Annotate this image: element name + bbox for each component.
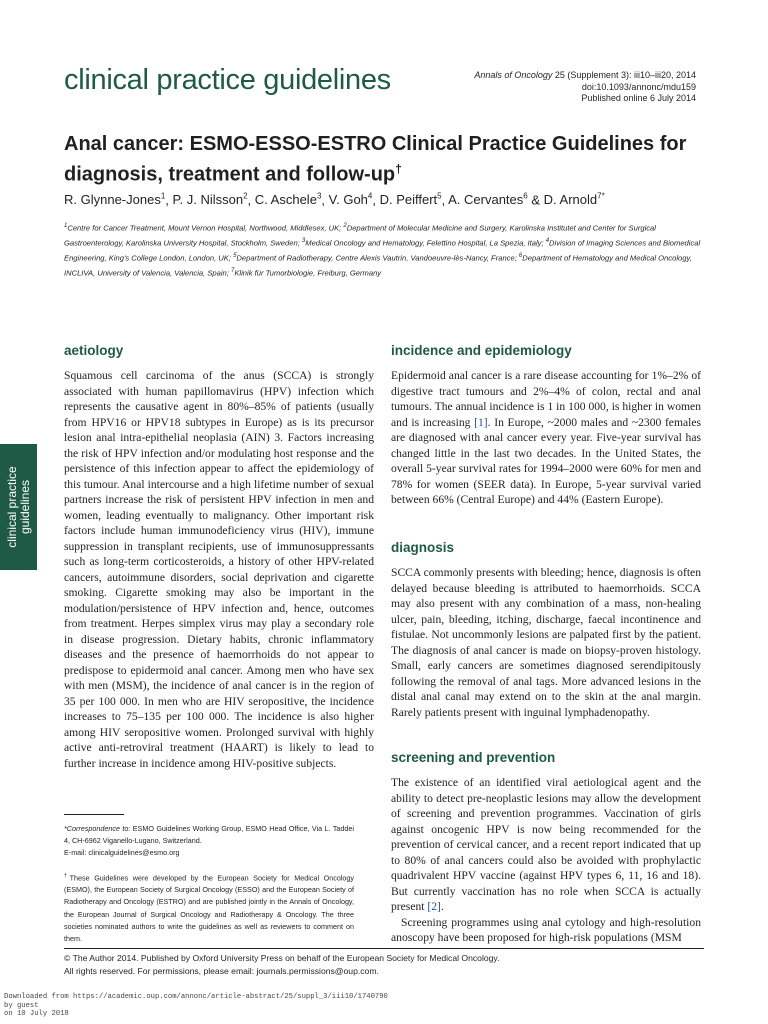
author-name: A. Cervantes [448, 192, 524, 208]
author-name: C. Aschele [254, 192, 317, 208]
author[interactable] [64, 192, 165, 207]
section-heading: incidence and epidemiology [391, 343, 572, 358]
affiliation-mark: 6 [518, 253, 523, 260]
affiliation-text: Centre for Cancer Treatment, Mount Vernon Hospital, Northwood, Middlesex, UK; [67, 223, 344, 233]
author-name: D. Arnold [543, 192, 598, 208]
affiliation-mark: 7 [231, 268, 235, 275]
section-diagnosis [391, 540, 701, 720]
affiliation-text: Department of Hematology and Medical Oncology, INCLIVA, University of Valencia, Valencia, Spain; [64, 253, 692, 278]
section-paragraph: SCCA commonly presents with bleeding; hence, diagnosis is often delayed because bleeding is attributed to haemorrhoids. SCCA may also present with any combination of a mass, non-healing ulcer, pain, bleeding, itching, discharge, faecal incontinence and fistulae. Not uncommonly lesions are palpated first by the patient. The diagnosis of anal cancer is made on biopsy-proven histology. Small, early cancers are sometimes diagnosed serendipitously following the removal of anal tags. More advanced lesions in the distal anal canal may extend on to the skin at the anal margin. Rarely patients present with inguinal lymphadenopathy. [391, 566, 701, 719]
author[interactable] [544, 192, 605, 207]
author[interactable] [329, 192, 373, 207]
paragraph-text: Epidermoid anal cancer is a rare disease accounting for 1%–2% of digestive tract tumours and 2%–4% of colon, rectal and anal tumours. The annual incidence is 1 in 100 000, is higher in women and is increasing [391, 369, 701, 429]
side-tab-line2: guidelines [17, 479, 32, 535]
footnotes [64, 823, 354, 955]
download-by: by guest [4, 1001, 39, 1010]
copyright-line: © The Author 2014. Published by Oxford University Press on behalf of the European Society for Medical Oncology. [64, 953, 500, 963]
affiliation-text: Division of Imaging Sciences and Biomedical Engineering, King's College London, London, UK; [64, 238, 701, 263]
reference-link[interactable]: [1] [474, 415, 488, 429]
author-affiliation-mark: 2 [243, 192, 248, 201]
paragraph-text: The existence of an identified viral aetiological agent and the ability to detect pre-neoplastic lesions may allow the development of screening and prevention programmes. Vaccination of girls against oncogenic HPV is now being recommended for the prevention of cervical cancer, and a recent report indicated that up to 80% of anal cancers could also be avoided with prophylactic quadrivalent HPV vaccine (against HPV types 6, 11, 16 and 18). But currently vaccination has no role when SCCA is actually present [391, 776, 701, 913]
author-separator: , [247, 192, 255, 208]
permissions-line: All rights reserved. For permissions, please email: journals.permissions@oup.com. [64, 966, 379, 976]
author-name: V. Goh [328, 192, 368, 208]
section-screening [391, 750, 701, 946]
journal-info [474, 70, 696, 105]
affiliation-mark: 3 [301, 238, 306, 245]
author-separator: , [165, 192, 173, 208]
copyright [64, 952, 704, 978]
copyright-divider [64, 948, 704, 949]
reference-link[interactable]: [2] [427, 900, 441, 913]
author-affiliation-mark: 6 [523, 192, 528, 201]
author-separator: & [527, 192, 544, 208]
download-date: on 10 July 2018 [4, 1010, 69, 1019]
journal-volume: 25 (Supplement 3): iii10–iii20, 2014 [552, 70, 696, 80]
affiliation-text: Medical Oncology and Hematology, Felettino Hospital, La Spezia, Italy; [305, 238, 546, 248]
author-name: P. J. Nilsson [172, 192, 244, 208]
paragraph-text: . [440, 900, 444, 913]
author-affiliation-mark: 5 [437, 192, 442, 201]
author-name: D. Peiffert [379, 192, 438, 208]
section-paragraph: Squamous cell carcinoma of the anus (SCCA) is strongly associated with human papillomavirus (HPV) infection which represents the causative agent in 80%–85% of patients (usually from HPV16 or HPV18 subtypes in Europe) as is its precursor lesion anal intra-epithelial neoplasia (AIN) 3. Factors increasing the risk of HPV infection and/or modulating host response and the persistence of this infection appear to affect the epidemiology of this tumour. Anal intercourse and a high lifetime number of sexual partners increase the risk of persistent HPV infection in men and women, leading eventually to malignancy. Other important risk factors include human immunodeficiency virus (HIV), immune suppression in transplant recipients, use of immunosuppressants such as long-term corticosteroids, a history of other HPV-related cancers, autoimmune disorders, social deprivation and cigarette smoking. Cigarette smoking may also be important in the modulation/persistence of HPV infection and, hence, outcomes from treatment. Herpes simplex virus may play a secondary role in disease progression. Dietary habits, chronic inflammatory diseases and the presence of haemorrhoids do not appear to predispose to epidermoid anal cancer. Among men who have sex with men (MSM), the incidence of anal cancer is in the region of 35 per 100 000. In men who are HIV seropositive, the incidence increases to 75–135 per 100 000. The incidence is also higher among HIV seropositive women. Prolonged survival with highly active anti-retroviral treatment (HAART) is likely to lead to further increase in incidence among HIV-positive subjects. [64, 369, 374, 770]
side-tab-line1: clinical practice [4, 466, 19, 548]
section-incidence [391, 343, 701, 508]
affiliation-mark: 1 [64, 223, 68, 229]
side-tab [0, 444, 37, 570]
section-heading: screening and prevention [391, 750, 556, 765]
journal-name[interactable]: Annals of Oncology [474, 70, 553, 80]
author-affiliation-mark: 3 [316, 192, 322, 201]
article-title [64, 132, 704, 188]
affiliations [64, 220, 704, 280]
published-date: Published online 6 July 2014 [581, 93, 696, 103]
download-url[interactable]: Downloaded from https://academic.oup.com/annonc/article-abstract/25/suppl_3/iii10/1740790 [4, 993, 388, 1001]
section-paragraph: Screening programmes using anal cytology and high-resolution anoscopy have been proposed for high-risk populations (MSM [391, 915, 701, 944]
author[interactable] [380, 192, 442, 207]
guidelines-note [64, 870, 354, 946]
correspondence-note [64, 823, 354, 860]
paragraph-text: . In Europe, ~2000 males and ~2300 females are diagnosed with anal cancer every year. Five-year survival has changed little in the last two decades. In the United States, the overall 5-year survival rates for 1994–2000 were 60% for men and 78% for women (SEER data). In Europe, 5-year survival varied between 66% (Central Europe) and 44% (Eastern Europe). [391, 415, 702, 506]
guidelines-note-text: These Guidelines were developed by the European Society for Medical Oncology (ESMO), the European Society of Surgical Oncology (ESSO) and the European Society of Radiotherapy and Oncology (ESTRO) and are published jointly in the Annals of Oncology, the European Journal of Surgical Oncology and Radiotherapy & Oncology. The three societies nominated authors to write the guidelines as well as reviewers to comment on them. [64, 873, 354, 944]
affiliation-text: Klinik für Tumorbiologie, Freiburg, Germany [234, 268, 382, 278]
section-heading: aetiology [64, 343, 124, 358]
section-heading: diagnosis [391, 540, 455, 555]
section-aetiology [64, 343, 374, 771]
author-list [64, 192, 724, 207]
author-separator: , [372, 192, 380, 208]
author[interactable] [173, 192, 248, 207]
author-separator: , [321, 192, 329, 208]
correspondence-address: ESMO Guidelines Working Group, ESMO Head Office, Via L. Taddei 4, CH-6962 Viganello-Lugano, Switzerland. [64, 824, 354, 846]
affiliation-text: Department of Molecular Medicine and Surgery, Karolinska Institutet and Center for Surgical Gastroenterology, Karolinska University Hospital, Stockholm, Sweden; [64, 223, 656, 248]
author[interactable] [255, 192, 322, 207]
affiliation-mark: 2 [343, 223, 347, 229]
footnote-divider [64, 814, 124, 815]
download-watermark [4, 993, 388, 1019]
title-footnote-mark[interactable]: † [395, 162, 402, 176]
section-paragraph [391, 368, 701, 508]
affiliation-mark: 4 [545, 238, 550, 245]
author-affiliation-mark: 1 [160, 192, 166, 201]
section-paragraph [391, 775, 701, 915]
author-name: R. Glynne-Jones [64, 192, 161, 208]
affiliation-mark: 5 [233, 253, 237, 260]
author-separator: , [441, 192, 449, 208]
correspondence-label: *Correspondence to: [64, 824, 131, 833]
section-header-title: clinical practice guidelines [64, 64, 391, 96]
correspondence-email[interactable]: E-mail: clinicalguidelines@esmo.org [64, 848, 180, 858]
affiliation-text: Department of Radiotherapy, Centre Alexis Vautrin, Vandoeuvre-lès-Nancy, France; [236, 253, 519, 263]
doi[interactable]: doi:10.1093/annonc/mdu159 [581, 81, 696, 92]
side-tab-label [6, 466, 32, 547]
author[interactable] [448, 192, 528, 207]
article-title-text: Anal cancer: ESMO-ESSO-ESTRO Clinical Practice Guidelines for diagnosis, treatment and follow-up [64, 133, 687, 186]
dagger-mark: † [64, 872, 70, 879]
author-affiliation-mark: 4 [367, 192, 373, 201]
author-affiliation-mark: 7* [597, 192, 605, 201]
